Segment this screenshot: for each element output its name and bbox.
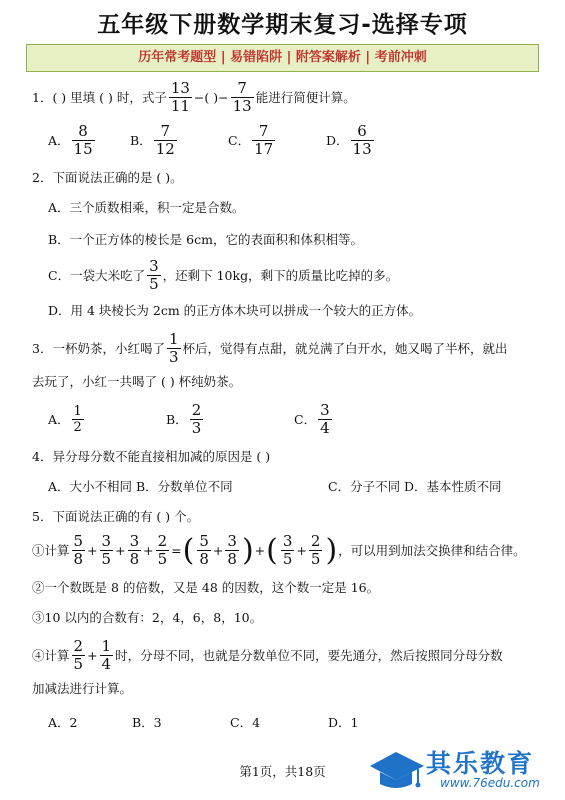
question-3-stem: 3．一杯奶茶，小红喝了 $\frac{1}{3}$ 杯后，觉得有点甜，就兑满了白开水，她又喝了半杯，就出 bbox=[32, 330, 508, 366]
question-5-options bbox=[32, 713, 542, 733]
q4-options-cd: C．分子不同 D．基本性质不同 bbox=[328, 479, 502, 494]
question-1-options bbox=[32, 123, 542, 158]
q5-statement-1: ①计算 $\frac{5}{8}$ + $\frac{3}{5}$ + $\frac{3}{8}$ + $\frac{2}{5}$ = ( $\frac{5}{8}$ + $\frac{3}{8}$ ) + ( $\frac{3}{5}$ + $\frac{2}{5}$ ) ，可以用到加法交换律和结合律。 bbox=[32, 532, 526, 568]
question-content bbox=[32, 80, 542, 733]
page-number: 第1页，共18页 bbox=[239, 764, 326, 779]
brand-logo bbox=[366, 740, 561, 796]
q5-option-c: C．4 bbox=[230, 715, 261, 730]
question-1-stem bbox=[32, 80, 542, 115]
q5-statement-3: ③10 以内的合数有：2，4，6，8，10。 bbox=[32, 610, 263, 625]
page-title: 五年级下册数学期末复习-选择专项 bbox=[97, 12, 468, 38]
q3-option-b: B． $\frac{2}{3}$ bbox=[166, 401, 202, 437]
q3-option-a: A． $\frac{1}{2}$ bbox=[48, 404, 82, 435]
q1-text-mid: −( )− bbox=[193, 89, 229, 105]
q4-options-ab: A．大小不相同 B．分数单位不同 bbox=[48, 479, 233, 494]
q1-fraction-2: $\frac{7}{13}$ bbox=[232, 79, 252, 115]
q5-option-d: D．1 bbox=[328, 715, 359, 730]
question-3-stem-line2: 去玩了，小红一共喝了 ( ) 杯纯奶茶。 bbox=[32, 374, 242, 389]
subtitle-banner: 历年常考题型 | 易错陷阱 | 附答案解析 | 考前冲刺 bbox=[26, 44, 539, 72]
q5-option-a: A．2 bbox=[48, 715, 78, 730]
q5-statement-4: ④计算 $\frac{2}{5}$ + $\frac{1}{4}$ 时，分母不同，也就是分数单位不同，要先通分，然后按照同分母分数 bbox=[32, 637, 503, 673]
q1-option-c: C． $\frac{7}{17}$ bbox=[228, 122, 274, 158]
q2-option-d: D．用 4 块棱长为 2cm 的正方体木块可以拼成一个较大的正方体。 bbox=[48, 303, 422, 318]
q5-statement-2: ②一个数既是 8 的倍数，又是 48 的因数，这个数一定是 16。 bbox=[32, 580, 380, 595]
question-5-stem: 5．下面说法正确的有 ( ) 个。 bbox=[32, 509, 200, 524]
q1-text-post: 能进行简便计算。 bbox=[255, 89, 356, 105]
q2-option-b: B．一个正方体的棱长是 6cm，它的表面积和体积相等。 bbox=[48, 232, 363, 247]
q1-fraction-1: $\frac{13}{11}$ bbox=[170, 79, 190, 115]
q1-text-pre: 1．( ) 里填 ( ) 时，式子 bbox=[32, 89, 167, 105]
q3-option-c: C． $\frac{3}{4}$ bbox=[294, 401, 330, 437]
question-2-stem: 2．下面说法正确的是 ( )。 bbox=[32, 170, 183, 185]
question-4-options bbox=[32, 477, 542, 497]
question-3-options bbox=[32, 402, 542, 437]
q1-option-d: D． $\frac{6}{13}$ bbox=[326, 122, 372, 158]
q1-option-b: B． $\frac{7}{12}$ bbox=[130, 122, 175, 158]
q5-option-b: B．3 bbox=[132, 715, 162, 730]
q2-option-a: A．三个质数相乘，积一定是合数。 bbox=[48, 200, 245, 215]
question-4-stem: 4．异分母分数不能直接相加减的原因是 ( ) bbox=[32, 449, 271, 464]
graduation-cap-icon bbox=[366, 744, 428, 792]
q5-statement-4-line2: 加减法进行计算。 bbox=[32, 681, 133, 696]
brand-url: www.76edu.com bbox=[440, 776, 540, 790]
q1-option-a: A． $\frac{8}{15}$ bbox=[48, 122, 93, 158]
q2-option-c: C．一袋大米吃了 $\frac{3}{5}$ ，还剩下 10kg，剩下的质量比吃掉的多。 bbox=[48, 257, 399, 293]
brand-name: 其乐教育 bbox=[426, 749, 535, 778]
